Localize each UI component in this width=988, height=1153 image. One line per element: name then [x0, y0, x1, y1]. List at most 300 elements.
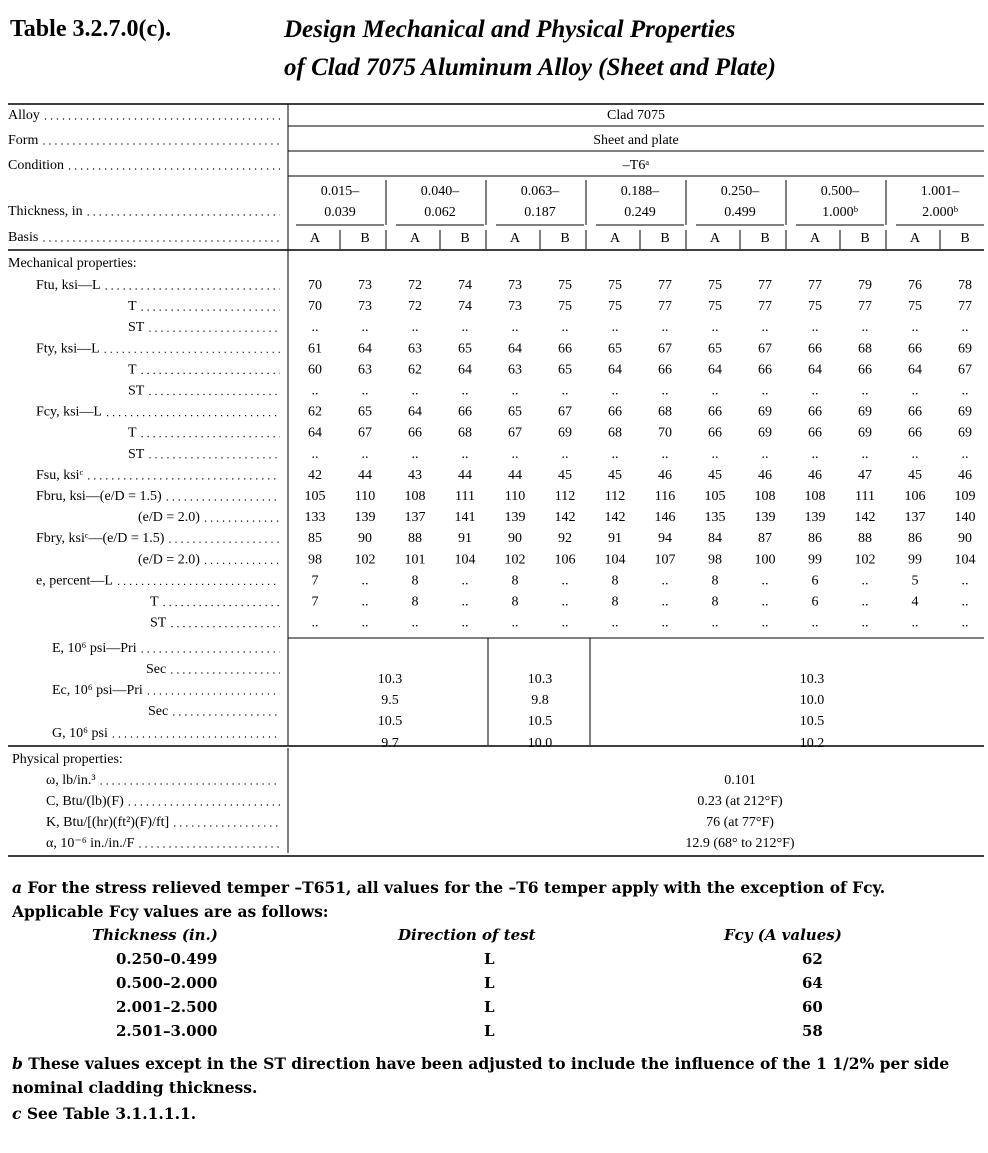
mech-value: .. — [961, 320, 969, 336]
mech-value: .. — [361, 573, 369, 589]
mech-value: 84 — [708, 531, 722, 547]
modulus-value: 10.0 — [527, 736, 553, 751]
mech-value: 67 — [508, 425, 522, 441]
mech-value: 66 — [808, 425, 822, 441]
mech-value: 63 — [408, 341, 422, 357]
mech-value: 85 — [308, 531, 322, 547]
mech-value: 66 — [658, 362, 672, 378]
mech-value: 66 — [708, 404, 722, 420]
physical-row-label: C, Btu/(lb)(F) — [46, 794, 124, 809]
footnote-c-text: See Table 3.1.1.1.1. — [26, 1104, 197, 1123]
mech-value: .. — [861, 320, 869, 336]
thickness-range-bottom: 0.039 — [324, 205, 356, 220]
mech-value: 77 — [658, 299, 672, 315]
basis-b: B — [760, 231, 770, 246]
mech-value: 72 — [408, 299, 422, 315]
mech-value: .. — [561, 594, 569, 610]
modulus-row-label: E, 10⁶ psi—Pri — [52, 641, 137, 656]
mech-value: 90 — [508, 531, 522, 547]
mech-value: 142 — [604, 510, 626, 526]
mech-value: 98 — [308, 552, 322, 568]
modulus-value: 10.3 — [799, 672, 825, 687]
basis-a: A — [409, 231, 421, 246]
footnote-a-thickness: 2.501–3.000 — [116, 1022, 218, 1040]
mech-value: 75 — [708, 278, 722, 293]
mech-value: 67 — [658, 341, 672, 357]
mech-value: 62 — [308, 404, 322, 420]
mech-value: .. — [311, 320, 319, 336]
mech-value: 104 — [454, 552, 476, 568]
modulus-value: 9.7 — [381, 736, 399, 751]
basis-b: B — [660, 231, 670, 246]
thickness-range-top: 0.063– — [520, 184, 560, 199]
mech-value: 77 — [808, 278, 822, 293]
mech-value: 98 — [708, 552, 722, 568]
mech-value: 142 — [854, 510, 876, 526]
thickness-range-top: 0.040– — [420, 184, 460, 199]
footnote-a-thickness: 0.500–2.000 — [116, 974, 218, 992]
mech-value: .. — [911, 320, 919, 336]
mech-value: 66 — [558, 341, 572, 357]
mechanical-properties-heading: Mechanical properties: — [8, 256, 137, 271]
basis-a: A — [809, 231, 821, 246]
mech-value: 62 — [408, 362, 422, 378]
mech-value: 140 — [954, 510, 976, 526]
mech-value: 101 — [404, 552, 426, 568]
mech-row-label: (e/D = 2.0) — [138, 552, 200, 568]
mech-value: 133 — [304, 510, 326, 526]
mech-value: 66 — [608, 404, 622, 420]
mech-value: 108 — [804, 489, 826, 504]
mech-value: .. — [561, 446, 569, 462]
mech-value: .. — [711, 615, 719, 631]
mech-value: .. — [911, 446, 919, 462]
mech-value: 91 — [608, 531, 622, 547]
mech-value: 139 — [804, 510, 826, 526]
form-value: Sheet and plate — [593, 133, 679, 148]
thickness-range-bottom: 1.000ᵇ — [822, 205, 858, 220]
mech-value: 75 — [708, 299, 722, 315]
mech-value: 75 — [908, 299, 922, 315]
mech-value: 105 — [704, 489, 726, 504]
mech-value: 106 — [904, 489, 926, 504]
mech-value: 65 — [608, 341, 622, 357]
alloy-value: Clad 7075 — [607, 108, 665, 123]
mech-value: 46 — [808, 467, 822, 483]
mech-value: 68 — [608, 425, 622, 441]
modulus-value: 10.5 — [799, 714, 825, 729]
mech-value: 74 — [458, 278, 472, 293]
thickness-range-bottom: 0.249 — [624, 205, 656, 220]
mech-value: .. — [761, 573, 769, 589]
mech-value: 65 — [508, 404, 522, 420]
mech-value: 6 — [811, 594, 819, 610]
footnote-a-direction: L — [484, 998, 495, 1016]
mech-value: 91 — [458, 531, 472, 547]
mech-value: 69 — [758, 425, 772, 441]
mech-value: 106 — [554, 552, 576, 568]
mech-value: 69 — [558, 425, 572, 441]
mech-row-label: T — [128, 299, 137, 315]
mech-value: .. — [361, 446, 369, 462]
footnote-b-text: These values except in the ST direction have been adjusted to include the influence of the 1 1/2% per side nominal cladding thickness. — [12, 1054, 950, 1097]
mech-value: 67 — [558, 404, 572, 420]
basis-b: B — [960, 231, 970, 246]
mech-value: 67 — [358, 425, 372, 441]
thickness-range-bottom: 0.062 — [424, 205, 456, 220]
mech-value: .. — [661, 615, 669, 631]
footnote-a-header-fcy: Fcy (A values) — [724, 926, 842, 944]
mech-value: 99 — [908, 552, 922, 568]
mech-value: 64 — [708, 362, 722, 378]
modulus-value: 10.5 — [377, 714, 403, 729]
modulus-value: 10.2 — [799, 736, 825, 751]
mech-row-label: Fbry, ksiᶜ—(e/D = 1.5) — [36, 531, 165, 547]
mech-row-label: ST — [128, 383, 145, 399]
mech-value: 67 — [958, 362, 972, 378]
mech-value: 111 — [455, 489, 475, 504]
mech-value: .. — [361, 615, 369, 631]
mech-value: 137 — [404, 510, 426, 526]
mech-value: 64 — [308, 425, 322, 441]
mech-value: 105 — [304, 489, 326, 504]
mech-value: 60 — [308, 362, 322, 378]
mech-value: .. — [661, 320, 669, 336]
mech-value: 73 — [358, 299, 372, 315]
thickness-range-top: 0.250– — [720, 184, 760, 199]
basis-a: A — [509, 231, 521, 246]
mech-row-label: Ftu, ksi—L — [36, 278, 101, 293]
mech-value: 4 — [911, 594, 919, 610]
table-number: Table 3.2.7.0(c). — [10, 16, 172, 42]
header-label-condition: Condition — [8, 158, 65, 173]
thickness-range-top: 0.188– — [620, 184, 660, 199]
mech-value: 68 — [858, 341, 872, 357]
mech-row-label: Fty, ksi—L — [36, 341, 100, 357]
mech-value: 64 — [908, 362, 922, 378]
thickness-range-top: 0.500– — [820, 184, 860, 199]
footnote-a-fcy: 58 — [802, 1022, 823, 1040]
mech-value: 8 — [611, 594, 619, 610]
mech-value: 69 — [958, 425, 972, 441]
modulus-value: 10.5 — [527, 714, 553, 729]
mech-value: .. — [761, 594, 769, 610]
footnote-a-text: For the stress relieved temper –T651, all values for the –T6 temper apply with the exception of Fcy. Applicable Fcy values are as follows: — [12, 878, 886, 921]
mech-value: .. — [811, 615, 819, 631]
mech-value: 65 — [458, 341, 472, 357]
basis-b: B — [860, 231, 870, 246]
basis-a: A — [309, 231, 321, 246]
mech-value: 75 — [558, 299, 572, 315]
mech-value: 64 — [408, 404, 422, 420]
mech-value: 77 — [658, 278, 672, 293]
mech-value: 73 — [508, 299, 522, 315]
mech-value: 66 — [908, 425, 922, 441]
thickness-range-bottom: 0.499 — [724, 205, 756, 220]
mech-value: 63 — [508, 362, 522, 378]
mech-value: 77 — [758, 299, 772, 315]
modulus-value: 10.0 — [799, 693, 825, 708]
mech-value: 110 — [504, 489, 526, 504]
mech-value: .. — [461, 594, 469, 610]
mech-value: .. — [861, 594, 869, 610]
footnote-a-thickness: 2.001–2.500 — [116, 998, 218, 1016]
footnote-b-marker: b — [12, 1054, 23, 1073]
mech-value: 112 — [554, 489, 576, 504]
mech-value: 42 — [308, 467, 322, 483]
mech-row-label: Fbru, ksi—(e/D = 1.5) — [36, 489, 162, 504]
mech-value: .. — [361, 383, 369, 399]
mech-value: 65 — [708, 341, 722, 357]
footnote-a-header-direction: Direction of test — [398, 926, 536, 944]
footnote-a-direction: L — [484, 1022, 495, 1040]
mech-value: 137 — [904, 510, 926, 526]
mech-value: .. — [661, 573, 669, 589]
mech-value: .. — [411, 320, 419, 336]
mech-value: 142 — [554, 510, 576, 526]
header-label-basis: Basis — [8, 230, 39, 245]
mech-value: .. — [311, 615, 319, 631]
mech-value: 64 — [808, 362, 822, 378]
mech-value: 66 — [908, 404, 922, 420]
mech-row-label: ST — [128, 320, 145, 336]
mech-value: .. — [561, 573, 569, 589]
footnote-a-direction: L — [484, 974, 495, 992]
footnote-a-fcy: 64 — [802, 974, 823, 992]
mech-value: 43 — [408, 467, 422, 483]
mech-value: 47 — [858, 467, 872, 483]
mech-row-label: T — [128, 362, 137, 378]
mech-value: .. — [361, 594, 369, 610]
mech-value: 76 — [908, 278, 922, 293]
header-label-thickness-in: Thickness, in — [8, 204, 83, 219]
mech-value: 8 — [511, 573, 519, 589]
mech-value: 70 — [308, 278, 322, 293]
mech-value: 66 — [858, 362, 872, 378]
mech-value: .. — [761, 320, 769, 336]
mech-value: 6 — [811, 573, 819, 589]
mech-value: 88 — [408, 531, 422, 547]
footnote-a-table — [12, 924, 978, 1050]
mech-value: 46 — [758, 467, 772, 483]
mech-value: 8 — [711, 594, 719, 610]
mech-value: 70 — [308, 299, 322, 315]
basis-a: A — [709, 231, 721, 246]
mech-value: 90 — [358, 531, 372, 547]
mech-value: .. — [961, 383, 969, 399]
caption-title-line-2: of Clad 7075 Aluminum Alloy (Sheet and Plate) — [284, 54, 776, 81]
mech-value: .. — [461, 320, 469, 336]
mech-value: 66 — [758, 362, 772, 378]
mech-value: 102 — [354, 552, 376, 568]
footnote-a — [12, 876, 978, 924]
mech-value: .. — [811, 446, 819, 462]
mech-value: 64 — [358, 341, 372, 357]
mech-value: .. — [461, 615, 469, 631]
mech-value: 77 — [958, 299, 972, 315]
mech-row-label: Fsu, ksiᶜ — [36, 467, 84, 483]
footnote-a-header-thickness: Thickness (in.) — [92, 926, 218, 944]
mech-value: 46 — [958, 467, 972, 483]
modulus-row-label: Sec — [146, 662, 167, 677]
mech-value: 104 — [604, 552, 626, 568]
modulus-row-label: G, 10⁶ psi — [52, 726, 108, 741]
mech-value: 65 — [358, 404, 372, 420]
mech-value: .. — [811, 383, 819, 399]
footnotes — [12, 876, 978, 1126]
mech-value: 66 — [808, 341, 822, 357]
mech-value: 70 — [658, 425, 672, 441]
mech-value: 86 — [908, 531, 922, 547]
caption-title-line-1: Design Mechanical and Physical Properties — [284, 16, 736, 43]
mech-value: .. — [461, 383, 469, 399]
mech-value: 69 — [858, 404, 872, 420]
mech-row-label: e, percent—L — [36, 573, 113, 589]
mech-value: 79 — [858, 278, 872, 293]
physical-row-label: α, 10⁻⁶ in./in./F — [46, 836, 135, 851]
thickness-range-bottom: 0.187 — [524, 205, 556, 220]
mech-value: 74 — [458, 299, 472, 315]
mech-value: 44 — [508, 467, 522, 483]
mech-value: 45 — [608, 467, 622, 483]
mech-value: 66 — [808, 404, 822, 420]
mech-value: 66 — [408, 425, 422, 441]
mech-value: .. — [411, 615, 419, 631]
mech-value: 69 — [958, 404, 972, 420]
footnote-a-direction: L — [484, 950, 495, 968]
mech-row-label: (e/D = 2.0) — [138, 510, 200, 526]
header-label-form: Form — [8, 133, 39, 148]
mech-value: 63 — [358, 362, 372, 378]
mech-value: 64 — [458, 362, 472, 378]
modulus-value: 10.3 — [377, 672, 403, 687]
physical-row-label: K, Btu/[(hr)(ft²)(F)/ft] — [46, 815, 170, 830]
physical-row-label: ω, lb/in.³ — [46, 773, 96, 788]
mech-row-label: ST — [128, 446, 145, 462]
mech-value: .. — [711, 320, 719, 336]
mech-value: 75 — [608, 299, 622, 315]
mech-value: 7 — [311, 594, 319, 610]
mech-value: 69 — [758, 404, 772, 420]
mech-value: .. — [611, 615, 619, 631]
mech-value: 73 — [358, 278, 372, 293]
mech-value: .. — [711, 383, 719, 399]
mech-value: 75 — [558, 278, 572, 293]
mech-value: 94 — [658, 531, 672, 547]
thickness-range-top: 1.001– — [920, 184, 960, 199]
basis-a: A — [909, 231, 921, 246]
mech-value: 61 — [308, 341, 322, 357]
mech-value: 108 — [404, 489, 426, 504]
mech-value: 45 — [558, 467, 572, 483]
mech-value: 8 — [411, 594, 419, 610]
mech-value: 75 — [608, 278, 622, 293]
mech-value: .. — [661, 446, 669, 462]
mech-value: 5 — [911, 573, 919, 589]
mech-value: .. — [611, 383, 619, 399]
mech-value: 139 — [354, 510, 376, 526]
mech-value: 102 — [854, 552, 876, 568]
thickness-range-bottom: 2.000ᵇ — [922, 205, 958, 220]
mech-value: .. — [461, 446, 469, 462]
mech-value: 139 — [754, 510, 776, 526]
mech-value: .. — [361, 320, 369, 336]
mech-value: 90 — [958, 531, 972, 547]
mech-value: .. — [661, 594, 669, 610]
mech-value: 64 — [508, 341, 522, 357]
basis-b: B — [560, 231, 570, 246]
mech-row-label: T — [150, 594, 159, 610]
footnote-a-thickness: 0.250–0.499 — [116, 950, 218, 968]
mech-value: .. — [961, 573, 969, 589]
mech-value: .. — [861, 615, 869, 631]
thickness-range-top: 0.015– — [320, 184, 360, 199]
mech-value: 77 — [758, 278, 772, 293]
mech-value: 73 — [508, 278, 522, 293]
modulus-row-label: Sec — [148, 704, 169, 719]
mech-value: 87 — [758, 531, 772, 547]
mech-value: .. — [961, 446, 969, 462]
mech-value: 65 — [558, 362, 572, 378]
modulus-value: 10.3 — [527, 672, 553, 687]
mech-value: 8 — [711, 573, 719, 589]
mech-value: 68 — [658, 404, 672, 420]
modulus-row-label: Ec, 10⁶ psi—Pri — [52, 683, 143, 698]
mech-value: 104 — [954, 552, 976, 568]
mech-value: 66 — [708, 425, 722, 441]
mech-value: .. — [761, 383, 769, 399]
mech-value: 110 — [354, 489, 376, 504]
mech-value: .. — [661, 383, 669, 399]
mech-value: .. — [411, 446, 419, 462]
condition-value: –T6ᵃ — [622, 158, 650, 173]
mech-value: .. — [861, 446, 869, 462]
mech-value: .. — [861, 383, 869, 399]
mech-row-label: T — [128, 425, 137, 441]
mech-value: 8 — [611, 573, 619, 589]
mech-value: 8 — [411, 573, 419, 589]
footnote-b — [12, 1052, 978, 1100]
mech-value: .. — [961, 615, 969, 631]
mech-value: 8 — [511, 594, 519, 610]
mech-value: 78 — [958, 278, 972, 293]
mech-value: 45 — [908, 467, 922, 483]
modulus-value: 9.8 — [531, 693, 549, 708]
physical-properties-heading: Physical properties: — [12, 752, 123, 767]
mech-value: .. — [761, 615, 769, 631]
mech-value: 88 — [858, 531, 872, 547]
mech-value: 99 — [808, 552, 822, 568]
mech-value: 116 — [654, 489, 676, 504]
mech-value: .. — [811, 320, 819, 336]
mech-value: .. — [411, 383, 419, 399]
mech-value: 75 — [808, 299, 822, 315]
header-label-alloy: Alloy — [8, 108, 40, 123]
mech-value: 68 — [458, 425, 472, 441]
mech-value: 141 — [454, 510, 476, 526]
mech-value: 112 — [604, 489, 626, 504]
mech-value: 77 — [858, 299, 872, 315]
physical-value: 76 (at 77°F) — [706, 815, 774, 830]
mech-value: 44 — [458, 467, 472, 483]
footnote-c-marker: c — [12, 1104, 22, 1123]
footnote-a-marker: a — [12, 878, 23, 897]
mech-value: 45 — [708, 467, 722, 483]
mech-value: 139 — [504, 510, 526, 526]
modulus-value: 9.5 — [381, 693, 399, 708]
mech-value: .. — [511, 615, 519, 631]
mech-value: .. — [311, 446, 319, 462]
